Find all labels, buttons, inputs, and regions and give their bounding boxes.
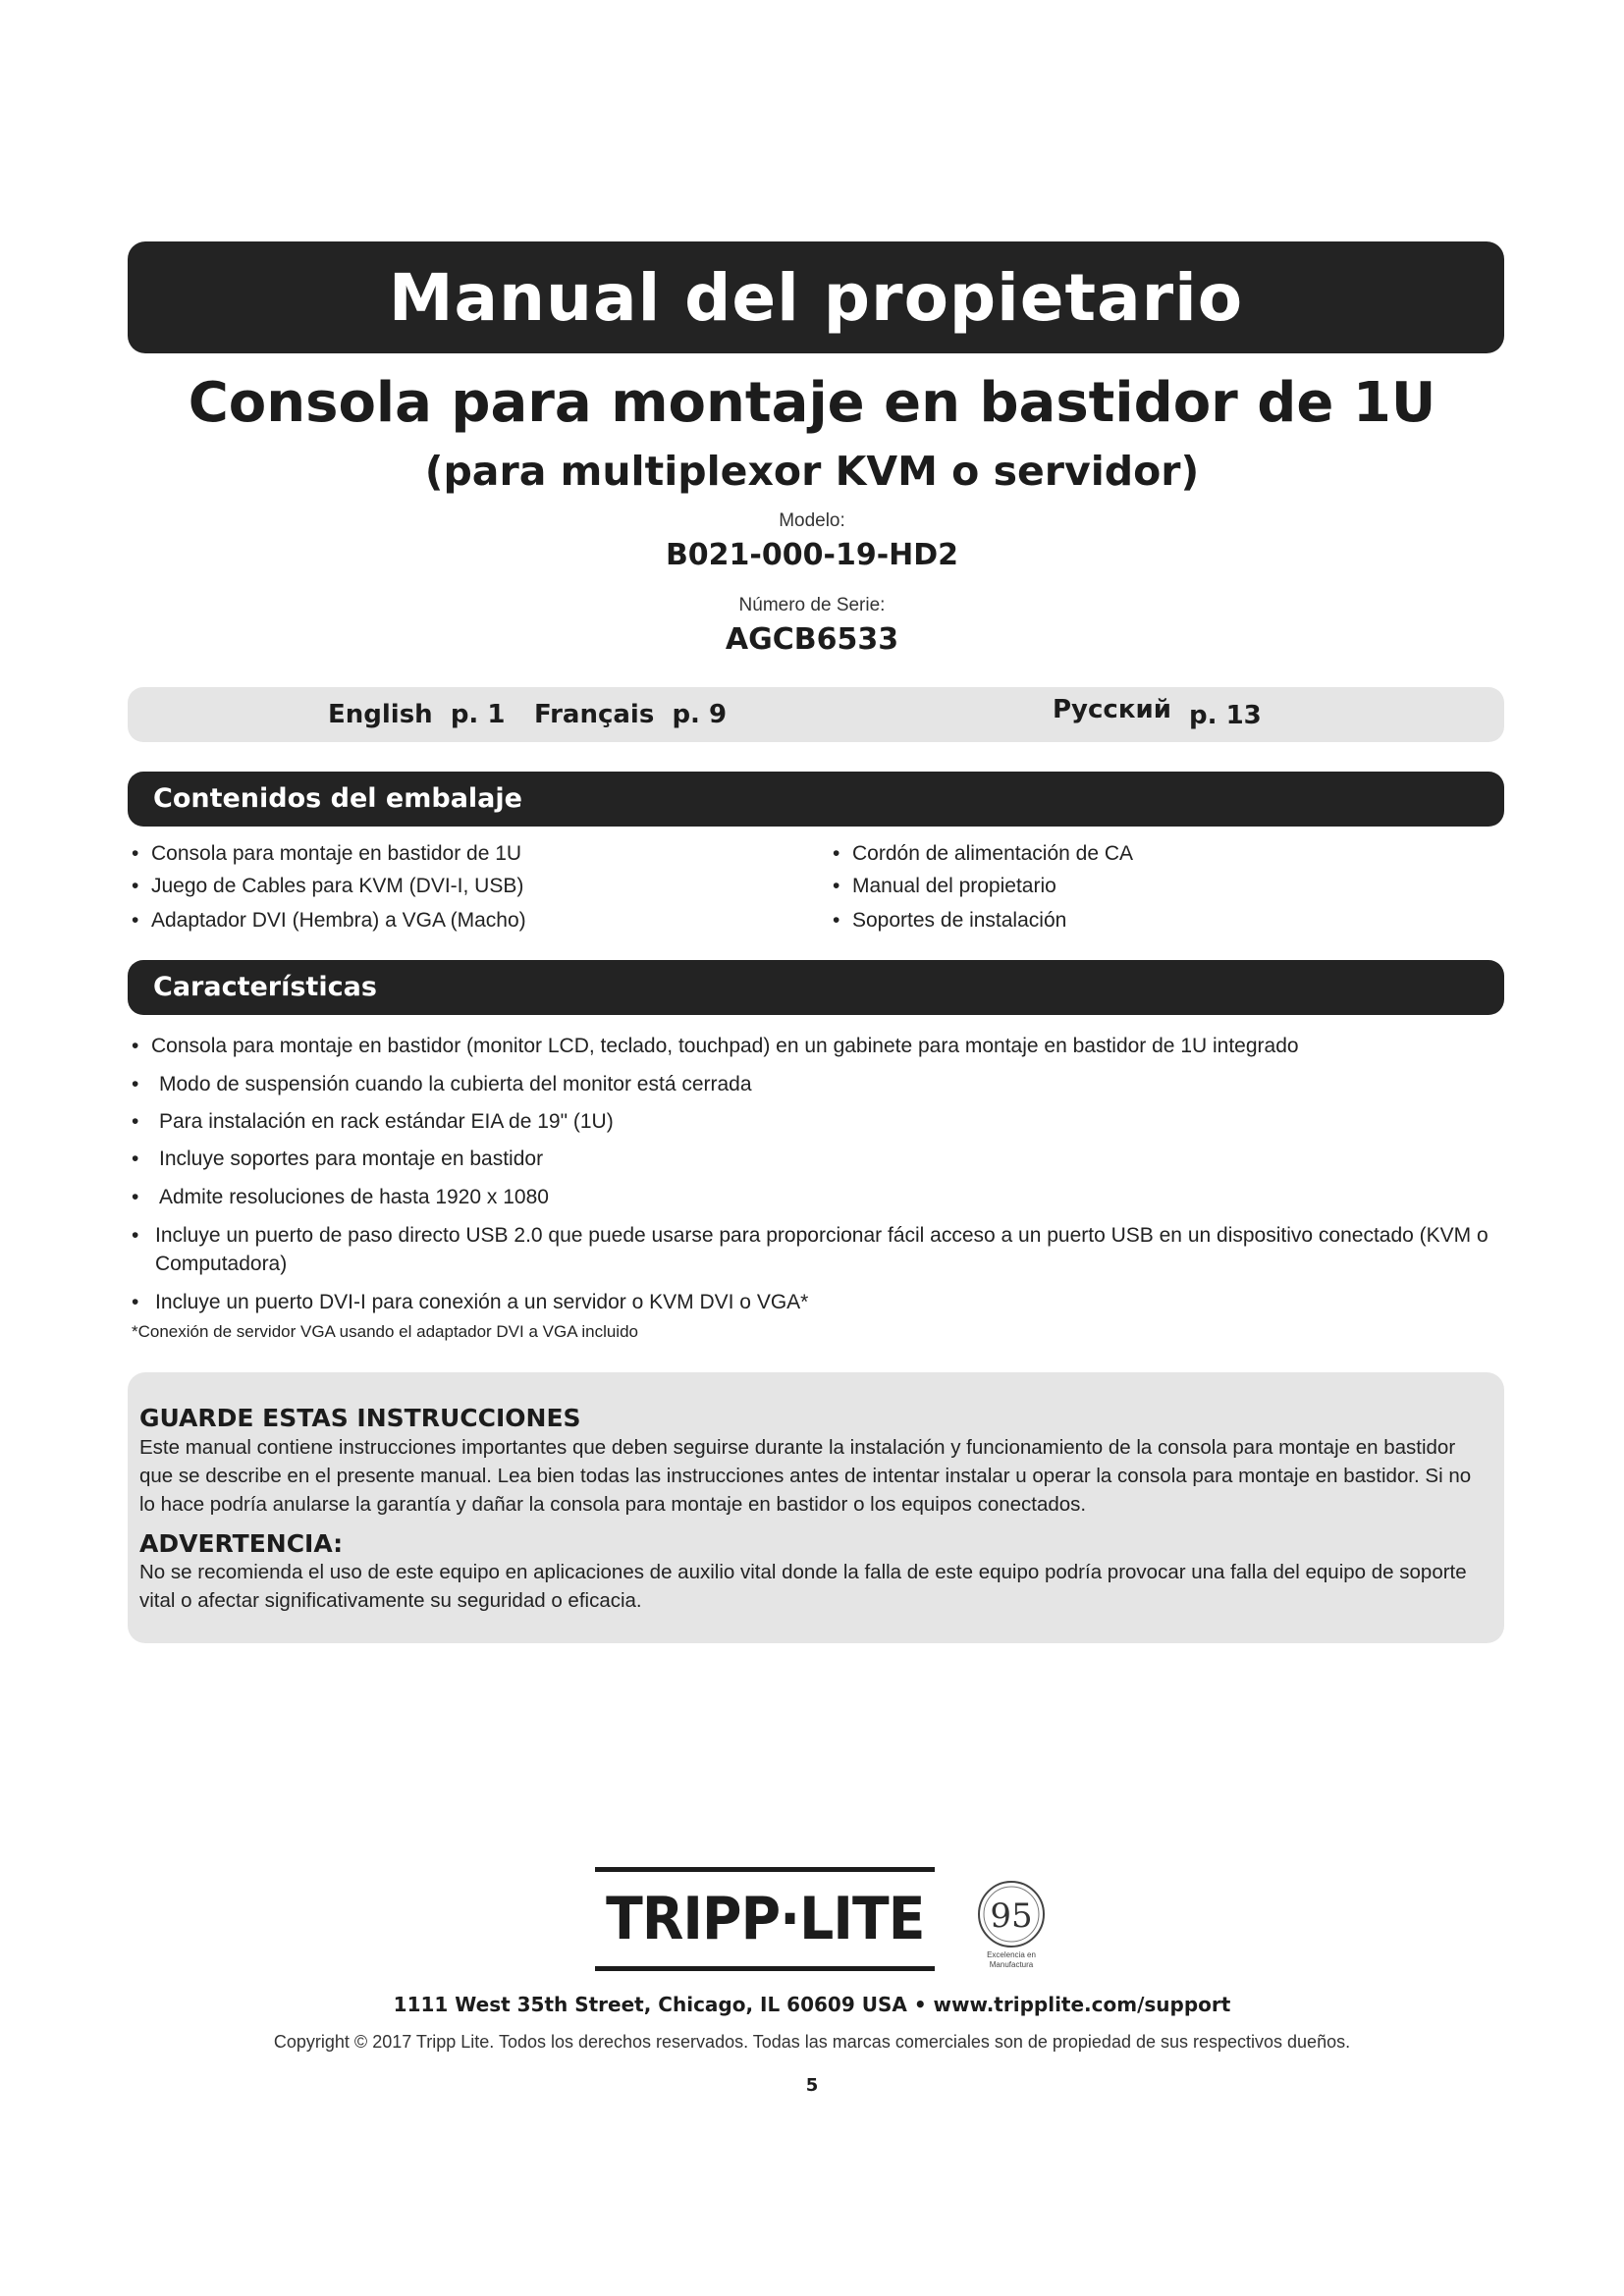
language-index-bar	[128, 687, 1504, 742]
language-page: p. 9	[672, 700, 728, 729]
feature-item: • Incluye un puerto de paso directo USB 2.0 que puede usarse para proporcionar fácil acceso a un puerto USB en un dispositivo conectado (KVM o Computadora)	[132, 1224, 1489, 1275]
title-banner	[128, 241, 1504, 353]
language-link-russian[interactable]	[1053, 695, 1262, 730]
seal-number: 95	[990, 1896, 1033, 1936]
feature-item: • Incluye soportes para montaje en bastidor	[132, 1148, 544, 1170]
section-title: Contenidos del embalaje	[153, 783, 522, 814]
list-item: • Juego de Cables para KVM (DVI-I, USB)	[132, 875, 524, 897]
footnote: *Conexión de servidor VGA usando el adaptador DVI a VGA incluido	[132, 1322, 638, 1341]
product-title: Consola para montaje en bastidor de 1U	[188, 371, 1436, 435]
model-label: Modelo:	[779, 510, 845, 531]
language-name: Français	[534, 700, 655, 729]
list-item: • Adaptador DVI (Hembra) a VGA (Macho)	[132, 909, 526, 932]
feature-item: • Consola para montaje en bastidor (monitor LCD, teclado, touchpad) en un gabinete para montaje en bastidor de 1U integrado	[132, 1035, 1299, 1057]
product-subtitle: (para multiplexor KVM o servidor)	[424, 448, 1200, 495]
warning-text: No se recomienda el uso de este equipo en aplicaciones de auxilio vital donde la falla de este equipo podría provocar una falla del equipo de soporte vital o afectar significativamente su seguridad o eficacia.	[139, 1561, 1467, 1612]
company-address: 1111 West 35th Street, Chicago, IL 60609 USA • www.tripplite.com/support	[393, 1993, 1231, 2016]
seal-caption: Excelencia en	[987, 1950, 1036, 1959]
language-name: Русский	[1053, 695, 1171, 724]
copyright-notice: Copyright © 2017 Tripp Lite. Todos los derechos reservados. Todas las marcas comerciales son de propiedad de sus respectivos dueños.	[273, 2032, 1351, 2052]
95-years-seal-icon	[967, 1873, 1056, 1971]
document-title: Manual del propietario	[388, 259, 1244, 336]
logo-wordmark: TRIPP·LITE	[605, 1885, 925, 1953]
save-instructions-text: Este manual contiene instrucciones importantes que deben seguirse durante la instalación y funcionamiento de la consola para montaje en bastidor que se describe en el presente manual. Lea bien todas las instrucciones antes de intentar instalar u operar la consola para montaje en bastidor. Si no lo hace podría anularse la garantía y dañar la consola para montaje en bastidor o los equipos conectados.	[139, 1436, 1472, 1516]
language-page: p. 1	[450, 700, 506, 729]
list-item: • Cordón de alimentación de CA	[833, 842, 1134, 865]
list-item: • Consola para montaje en bastidor de 1U	[132, 842, 522, 865]
feature-item: • Para instalación en rack estándar EIA de 19" (1U)	[132, 1110, 614, 1133]
list-item: • Manual del propietario	[833, 875, 1056, 897]
warning-heading: ADVERTENCIA:	[139, 1529, 344, 1558]
list-item: • Soportes de instalación	[833, 909, 1067, 932]
section-title: Características	[153, 972, 377, 1002]
language-link-french[interactable]	[534, 700, 727, 729]
language-name: English	[328, 700, 433, 729]
language-link-english[interactable]	[328, 700, 505, 729]
tripp-lite-logo	[595, 1867, 935, 1971]
feature-item: • Incluye un puerto DVI-I para conexión a un servidor o KVM DVI o VGA*	[132, 1291, 809, 1313]
seal-caption: Manufactura	[989, 1960, 1034, 1969]
page-number: 5	[805, 2075, 819, 2096]
serial-number: AGCB6533	[725, 622, 899, 657]
feature-item: • Admite resoluciones de hasta 1920 x 1080	[132, 1186, 549, 1208]
section-header-package-contents	[128, 772, 1504, 827]
language-page: p. 13	[1189, 701, 1262, 730]
save-instructions-heading: GUARDE ESTAS INSTRUCCIONES	[139, 1404, 581, 1432]
safety-notice-box	[128, 1372, 1504, 1643]
feature-item: • Modo de suspensión cuando la cubierta del monitor está cerrada	[132, 1073, 752, 1095]
section-header-features	[128, 960, 1504, 1015]
serial-label: Número de Serie:	[738, 595, 886, 615]
model-number: B021-000-19-HD2	[665, 538, 959, 572]
